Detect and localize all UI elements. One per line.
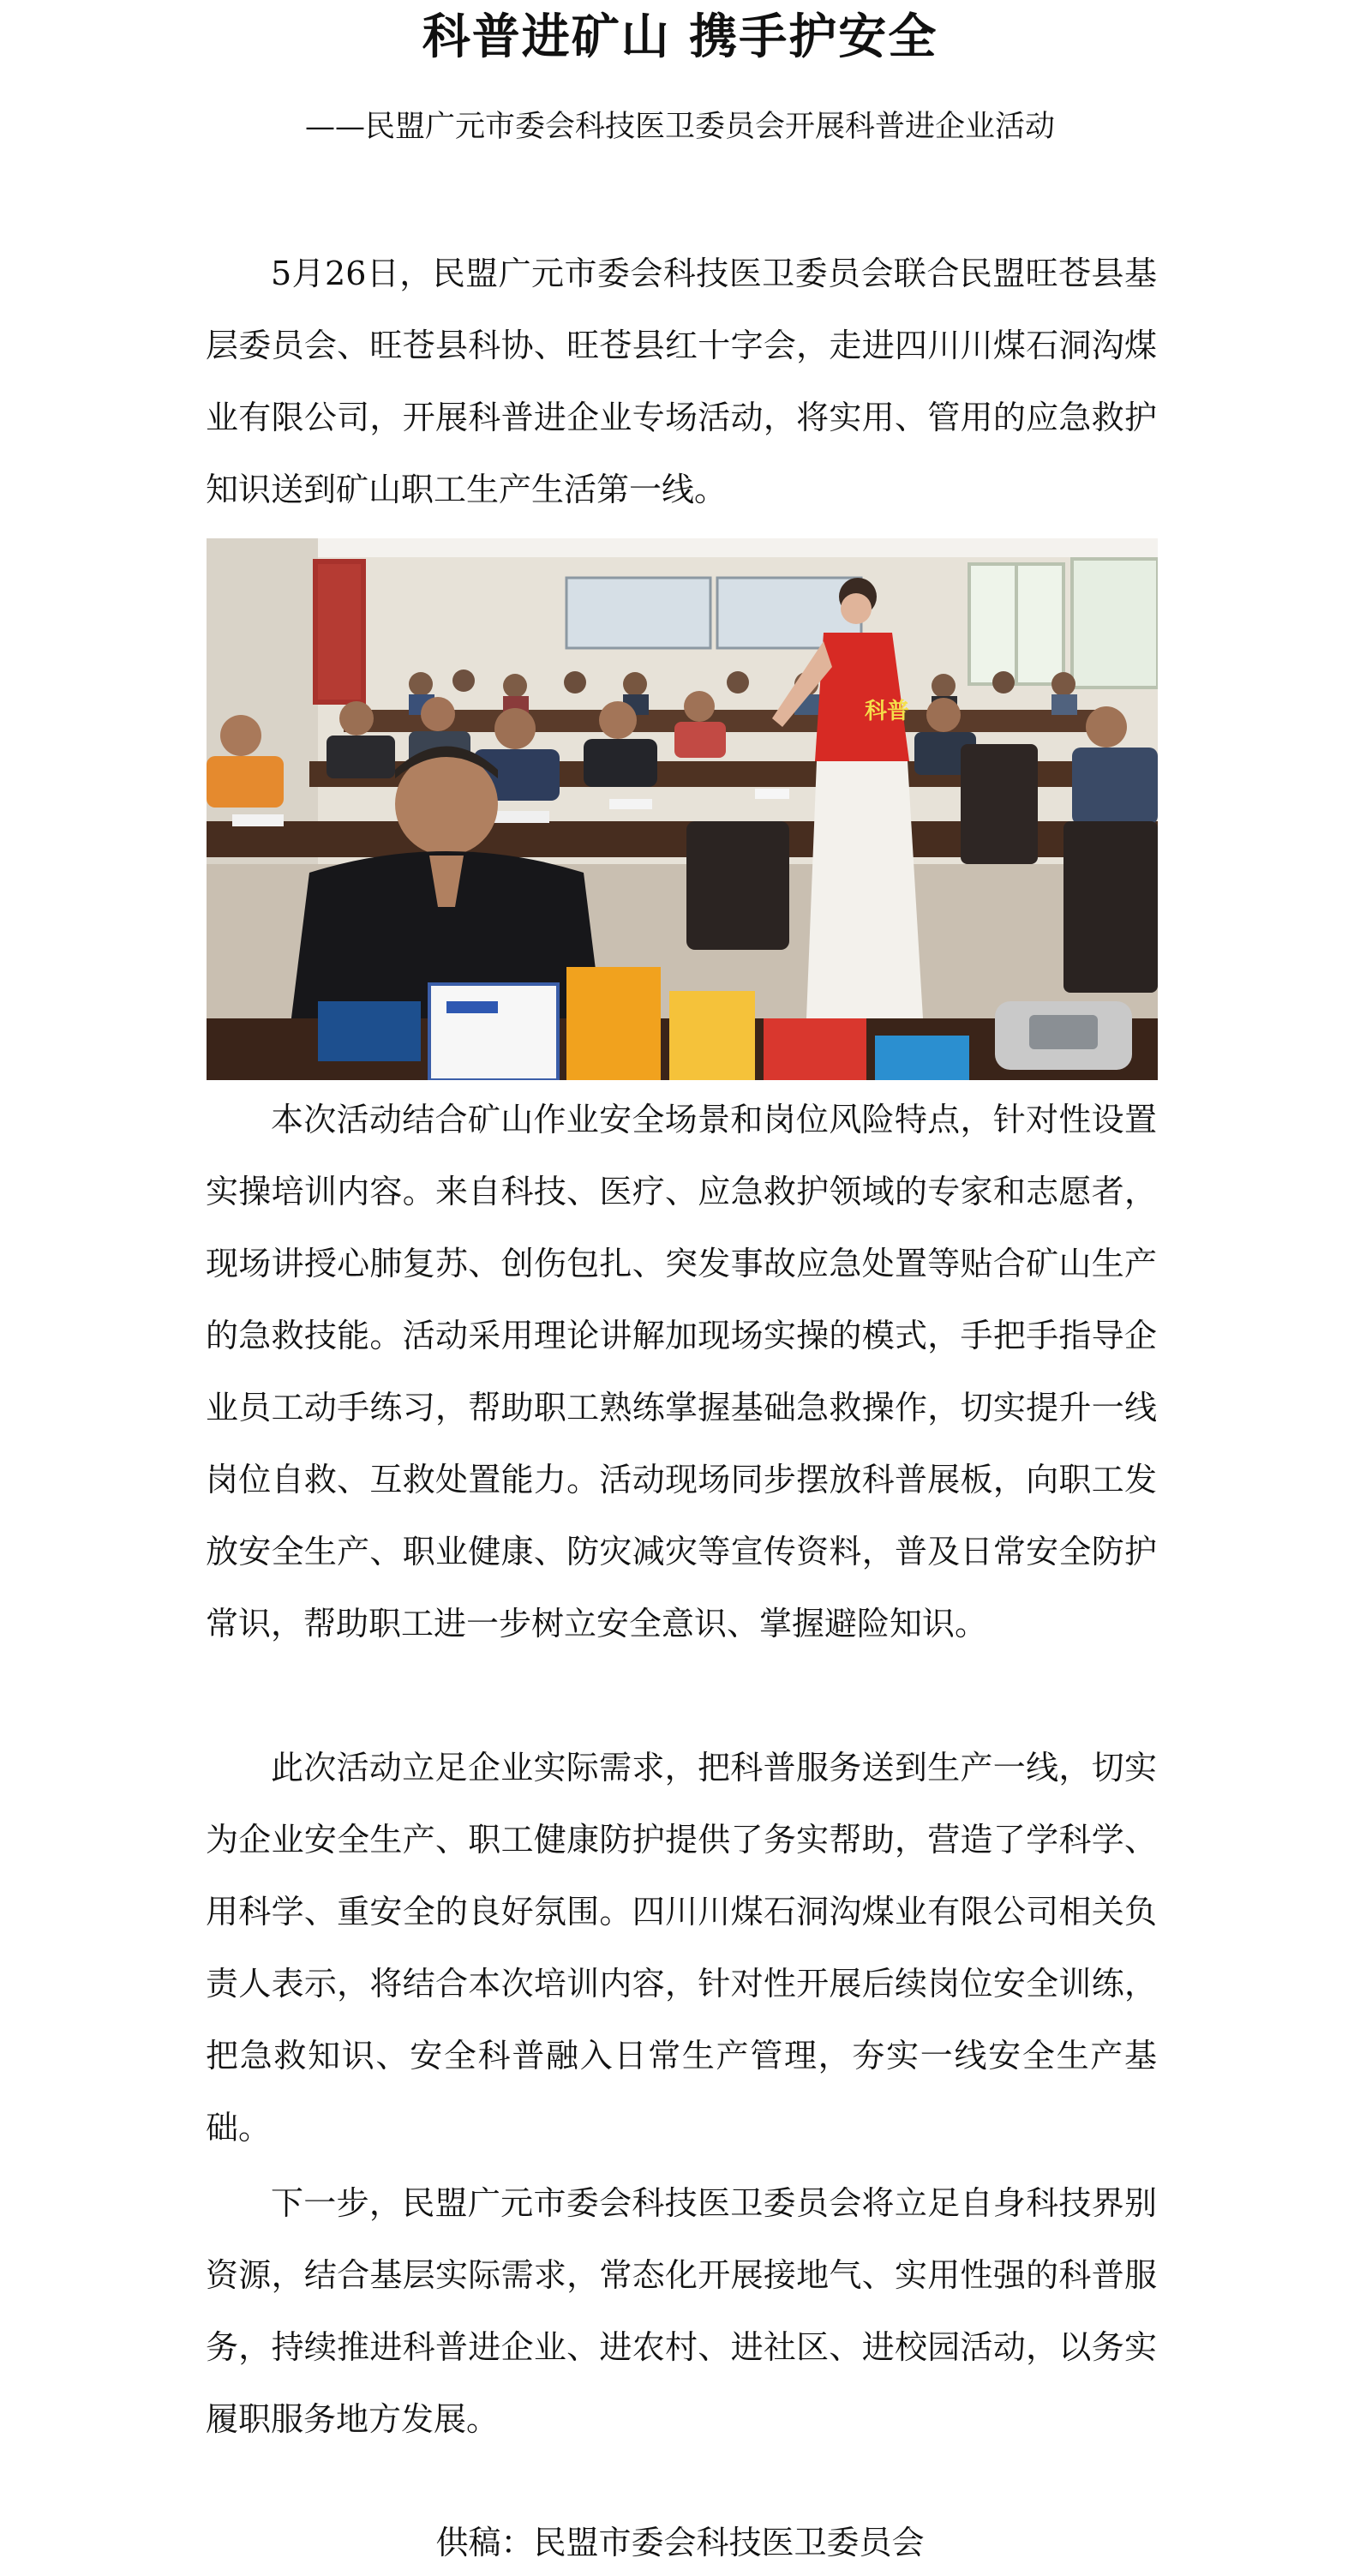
paragraph-impact: 此次活动立足企业实际需求，把科普服务送到生产一线，切实为企业安全生产、职工健康防护提供了务实帮助，营造了学科学、用科学、重安全的良好氛围。四川川煤石洞沟煤业有限公司相关负责人表示，将结合本次培训内容，针对性开展后续岗位安全训练，把急救知识、安全科普融入日常生产管理，夯实一线安全生产基础。	[206, 1749, 1157, 2147]
article-credit: 供稿：民盟市委会科技医卫委员会	[435, 2524, 925, 2561]
event-photo-illustration	[207, 538, 1158, 1080]
red-door-panel	[318, 564, 361, 700]
paragraph-activity: 本次活动结合矿山作业安全场景和岗位风险特点，针对性设置实操培训内容。来自科技、医疗、应急救护领域的专家和志愿者，现场讲授心肺复苏、创伤包扎、突发事故应急处置等贴合矿山生产的急救技能。活动采用理论讲解加现场实操的模式，手把手指导企业员工动手练习，帮助职工熟练掌握基础急救操作，切实提升一线岗位自救、互救处置能力。活动现场同步摆放科普展板，向职工发放安全生产、职业健康、防灾减灾等宣传资料，普及日常安全防护常识，帮助职工进一步树立安全意识、掌握避险知识。	[206, 1101, 1157, 1642]
vest-lettering: 科普	[865, 699, 910, 724]
article-title: 科普进矿山 携手护安全	[422, 9, 938, 65]
event-photo	[207, 538, 1158, 1080]
paragraph-intro: 5月26日，民盟广元市委会科技医卫委员会联合民盟旺苍县基层委员会、旺苍县科协、旺苍县红十字会，走进四川川煤石洞沟煤业有限公司，开展科普进企业专场活动，将实用、管用的应急救护知识送到矿山职工生产生活第一线。	[206, 255, 1157, 508]
article-subtitle: ——民盟广元市委会科技医卫委员会开展科普进企业活动	[304, 110, 1055, 144]
desk-row-back	[344, 710, 1115, 732]
window-far-right	[1072, 559, 1158, 688]
bulletin-board-left	[566, 578, 710, 648]
paragraph-next-steps: 下一步，民盟广元市委会科技医卫委员会将立足自身科技界别资源，结合基层实际需求，常态化开展接地气、实用性强的科普服务，持续推进科普进企业、进农村、进社区、进校园活动，以务实履职服务地方发展。	[206, 2184, 1157, 2438]
ceiling	[207, 538, 1158, 557]
